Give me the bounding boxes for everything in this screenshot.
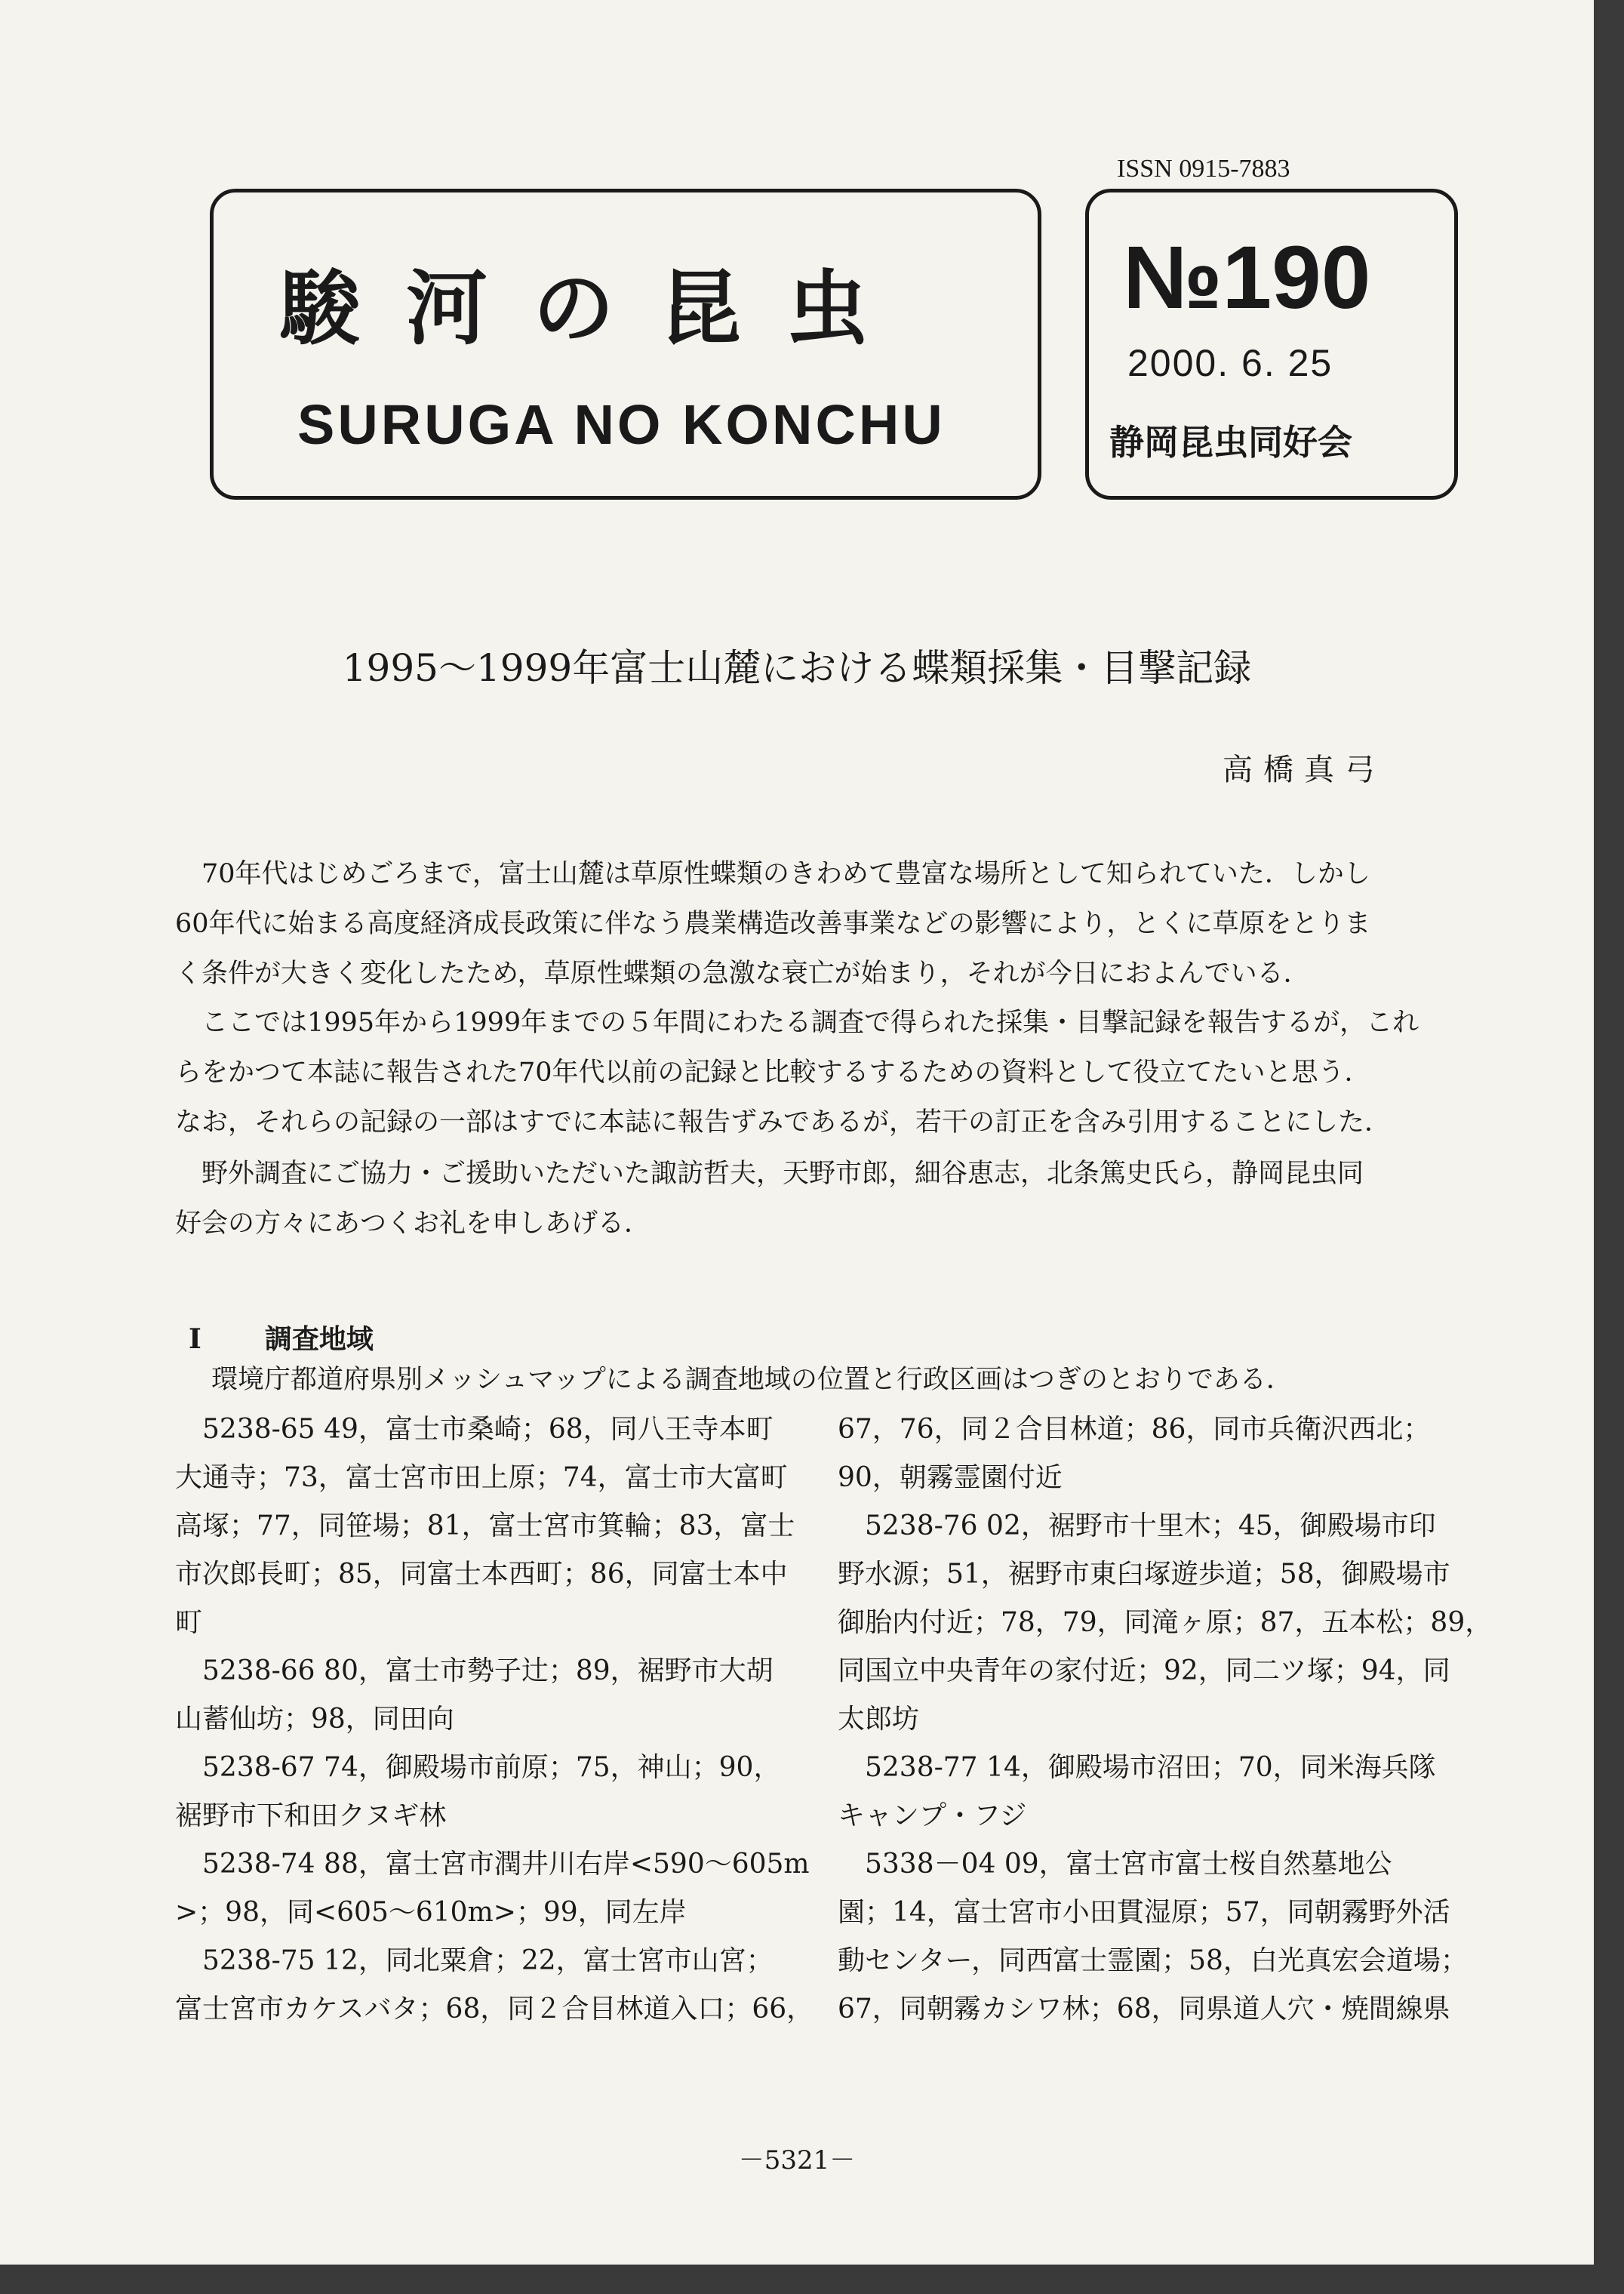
column-line: 富士宮市カケスバタ；68，同２合目林道入口；66，: [175, 1994, 814, 2025]
journal-title-romaji: SURUGA NO KONCHU: [297, 393, 946, 456]
column-line: 90，朝霧霊園付近: [838, 1462, 1063, 1493]
column-line: 5238-77 14，御殿場市沼田；70，同米海兵隊: [838, 1752, 1436, 1783]
column-line: 野水源；51，裾野市東臼塚遊歩道；58，御殿場市: [838, 1559, 1450, 1590]
text-line: なお，それらの記録の一部はすでに本誌に報告ずみであるが，若干の訂正を含み引用することにした．: [175, 1107, 1392, 1138]
column-line: 動センター，同西富士霊園；58，白光真宏会道場；: [838, 1945, 1468, 1976]
article-title: 1995～1999年富士山麓における蝶類採集・目撃記録: [342, 646, 1252, 690]
section-heading: [189, 1318, 437, 1356]
issue-number: №190: [1123, 228, 1371, 328]
text-line: 70年代はじめごろまで，富士山麓は草原性蝶類のきわめて豊富な場所として知られていた．しかし: [175, 859, 1370, 889]
column-line: 5238-74 88，富士宮市潤井川右岸<590～605m: [175, 1849, 810, 1880]
column-line: 同国立中央青年の家付近；92，同二ツ塚；94，同: [838, 1655, 1450, 1686]
issue-date: 2000. 6. 25: [1127, 342, 1333, 384]
column-line: 5238-67 74，御殿場市前原；75，神山；90，: [175, 1752, 781, 1783]
column-line: 園；14，富士宮市小田貫湿原；57，同朝霧野外活: [838, 1897, 1450, 1928]
column-line: 5238-66 80，富士市勢子辻；89，裾野市大胡: [175, 1655, 774, 1686]
column-line: 太郎坊: [838, 1704, 920, 1735]
column-line: 大通寺；73，富士宮市田上原；74，富士市大富町: [175, 1462, 788, 1493]
column-line: 5238-76 02，裾野市十里木；45，御殿場市印: [838, 1510, 1436, 1541]
text-line: く条件が大きく変化したため，草原性蝶類の急激な衰亡が始まり，それが今日におよんでいる．: [175, 959, 1310, 989]
left-column: [175, 1406, 817, 2034]
text-line: ここでは1995年から1999年までの５年間にわたる調査で得られた採集・目撃記録を報告するが，これ: [175, 1008, 1419, 1038]
column-line: 裾野市下和田クヌギ林: [175, 1800, 447, 1831]
section-title: 調査地域: [264, 1323, 374, 1355]
journal-title-jp: 駿河の昆虫: [279, 261, 914, 356]
column-line: 67，76，同２合目林道；86，同市兵衛沢西北；: [838, 1414, 1431, 1445]
text-line: らをかつて本誌に報告された70年代以前の記録と比較するするための資料として役立てたいと思う．: [175, 1058, 1371, 1088]
right-column: [838, 1406, 1493, 2034]
paragraph-3: [175, 1149, 1443, 1249]
issn-label: ISSN 0915-7883: [1117, 155, 1290, 183]
column-line: 5238-65 49，富士市桑崎；68，同八王寺本町: [175, 1414, 774, 1445]
section-number: I: [189, 1323, 201, 1355]
text-line: 好会の方々にあつくお礼を申しあげる．: [175, 1209, 651, 1239]
page-number: －5321－: [738, 2145, 856, 2175]
paragraph-2: [175, 998, 1443, 1147]
column-line: 5338－04 09，富士宮市富士桜自然墓地公: [838, 1849, 1392, 1880]
column-line: 市次郎長町；85，同富士本西町；86，同富士本中: [175, 1559, 788, 1590]
column-line: 67，同朝霧カシワ林；68，同県道人穴・焼間線県: [838, 1994, 1450, 2025]
society-name: 静岡昆虫同好会: [1109, 422, 1352, 463]
column-line: 高塚；77，同笹場；81，富士宮市箕輪；83，富士: [175, 1510, 795, 1541]
column-line: >；98，同<605～610m>；99，同左岸: [175, 1897, 687, 1928]
text-line: 60年代に始まる高度経済成長政策に伴なう農業構造改善事業などの影響により，とくに草原をとりま: [175, 909, 1371, 939]
section-intro: 環境庁都道府県別メッシュマップによる調査地域の位置と行政区画はつぎのとおりである．: [211, 1365, 1293, 1395]
column-line: 5238-75 12，同北粟倉；22，富士宮市山宮；: [175, 1945, 774, 1976]
author-name: 高橋真弓: [1223, 753, 1386, 787]
paragraph-1: [175, 849, 1443, 999]
text-line: 野外調査にご協力・ご援助いただいた諏訪哲夫，天野市郎，細谷恵志，北条篤史氏ら，静岡昆虫同: [175, 1159, 1364, 1189]
column-line: 御胎内付近；78，79，同滝ヶ原；87，五本松；89，: [838, 1607, 1493, 1638]
column-line: 町: [175, 1607, 203, 1638]
column-line: 山蓄仙坊；98，同田向: [175, 1704, 454, 1735]
column-line: キャンプ・フジ: [838, 1800, 1027, 1831]
